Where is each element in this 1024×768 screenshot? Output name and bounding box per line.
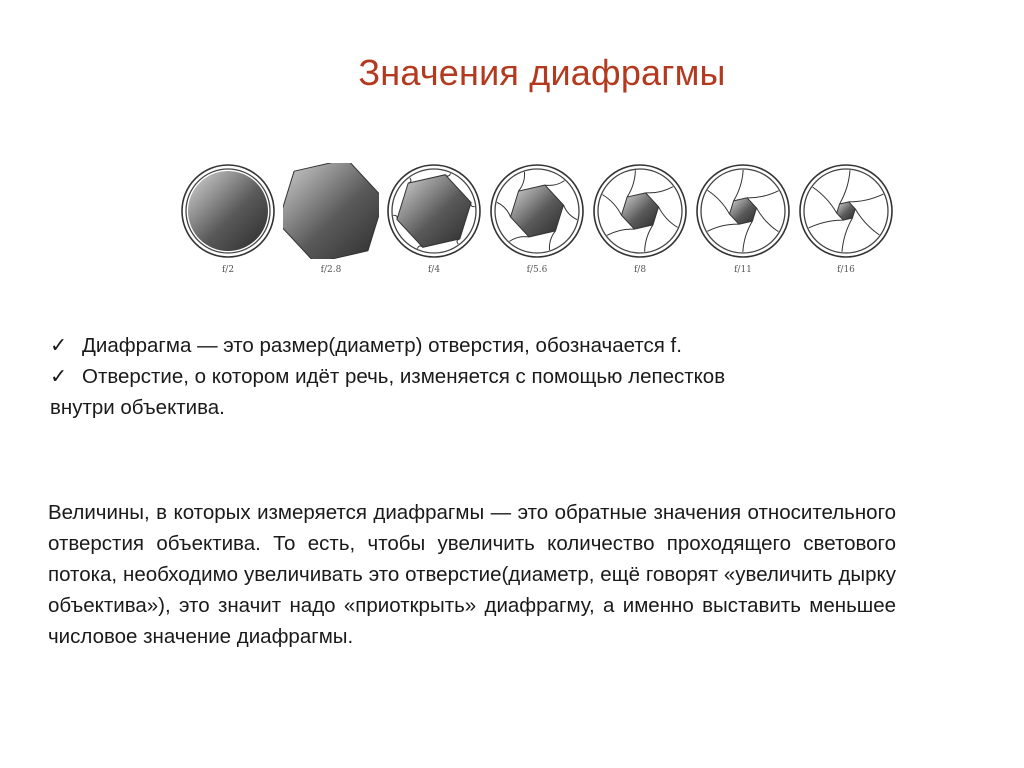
aperture-icon: [798, 163, 894, 259]
aperture-f4: [386, 163, 482, 275]
aperture-f2: [180, 163, 276, 275]
aperture-f16: [798, 163, 894, 275]
aperture-icon: [180, 163, 276, 259]
aperture-icon: [592, 163, 688, 259]
aperture-label: f/2: [221, 265, 235, 275]
aperture-label: f/16: [837, 265, 855, 275]
aperture-f2-8: [283, 163, 379, 275]
aperture-f8: [592, 163, 688, 275]
aperture-label: f/4: [427, 265, 441, 275]
aperture-f5-6: [489, 163, 585, 275]
aperture-icon: [386, 163, 482, 259]
aperture-icon: [283, 163, 379, 259]
bullet-continuation: [50, 392, 950, 423]
bullet-item: [50, 330, 950, 361]
body-paragraph: Величины, в которых измеряется диафрагмы — это обратные значения относительного отверстия объектива. То есть, чтобы увеличить количество проходящего светового потока, необходимо увеличивать это отверстие(диаметр, ещё говорят «увеличить дырку объектива»), это значит надо «приоткрыть» диафрагму, а именно выставить меньшее числовое значение диафрагмы.: [48, 501, 896, 648]
aperture-icon: [695, 163, 791, 259]
aperture-label: f/11: [734, 265, 752, 275]
aperture-icon: [489, 163, 585, 259]
aperture-f11: [695, 163, 791, 275]
bullet-text: Диафрагма — это размер(диаметр) отверстия, обозначается f.: [82, 334, 682, 357]
aperture-label: f/8: [633, 265, 647, 275]
aperture-opening: [188, 171, 268, 251]
bullet-list: [50, 330, 950, 423]
aperture-diagram: [180, 163, 900, 283]
bullet-text: внутри объектива.: [50, 396, 225, 419]
aperture-label: f/5.6: [526, 265, 548, 275]
bullet-text: Отверстие, о котором идёт речь, изменяется с помощью лепестков: [82, 365, 726, 388]
checkmark-icon: ✓: [50, 365, 68, 388]
checkmark-icon: ✓: [50, 334, 68, 357]
aperture-label: f/2.8: [320, 265, 342, 275]
bullet-item: [50, 361, 950, 392]
slide-title: Значения диафрагмы: [358, 52, 726, 93]
